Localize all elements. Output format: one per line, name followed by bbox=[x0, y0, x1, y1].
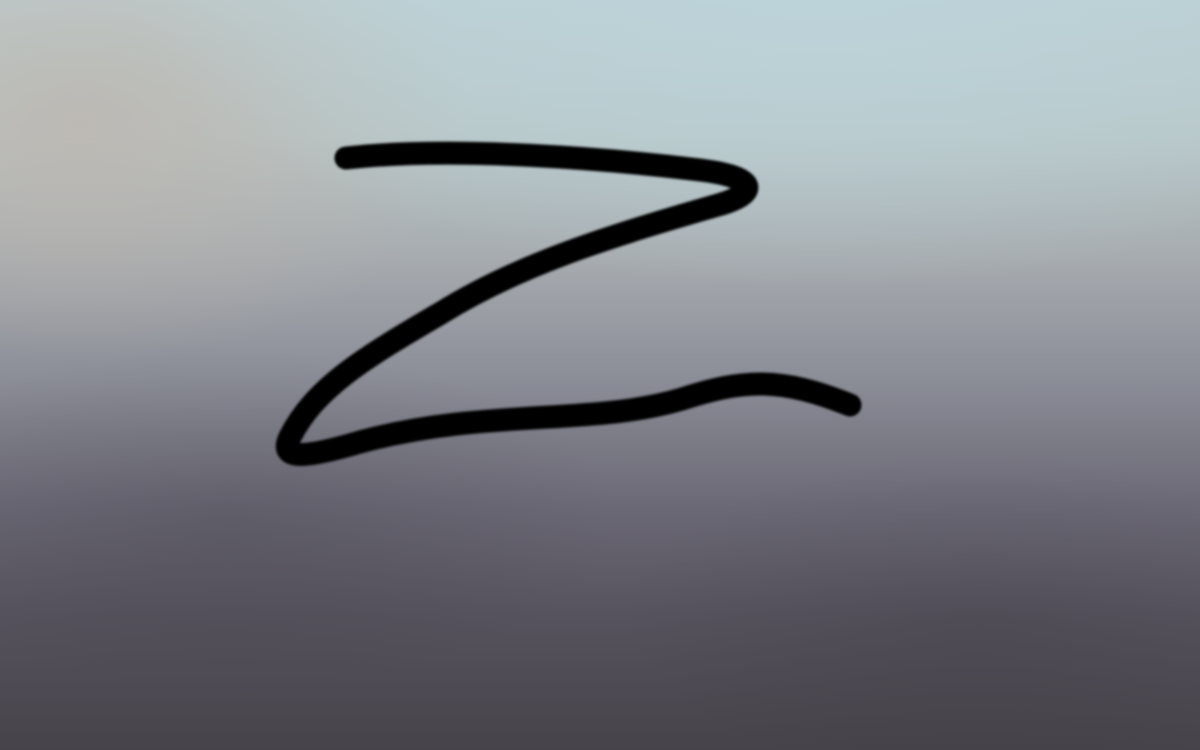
z-stroke bbox=[287, 153, 850, 454]
